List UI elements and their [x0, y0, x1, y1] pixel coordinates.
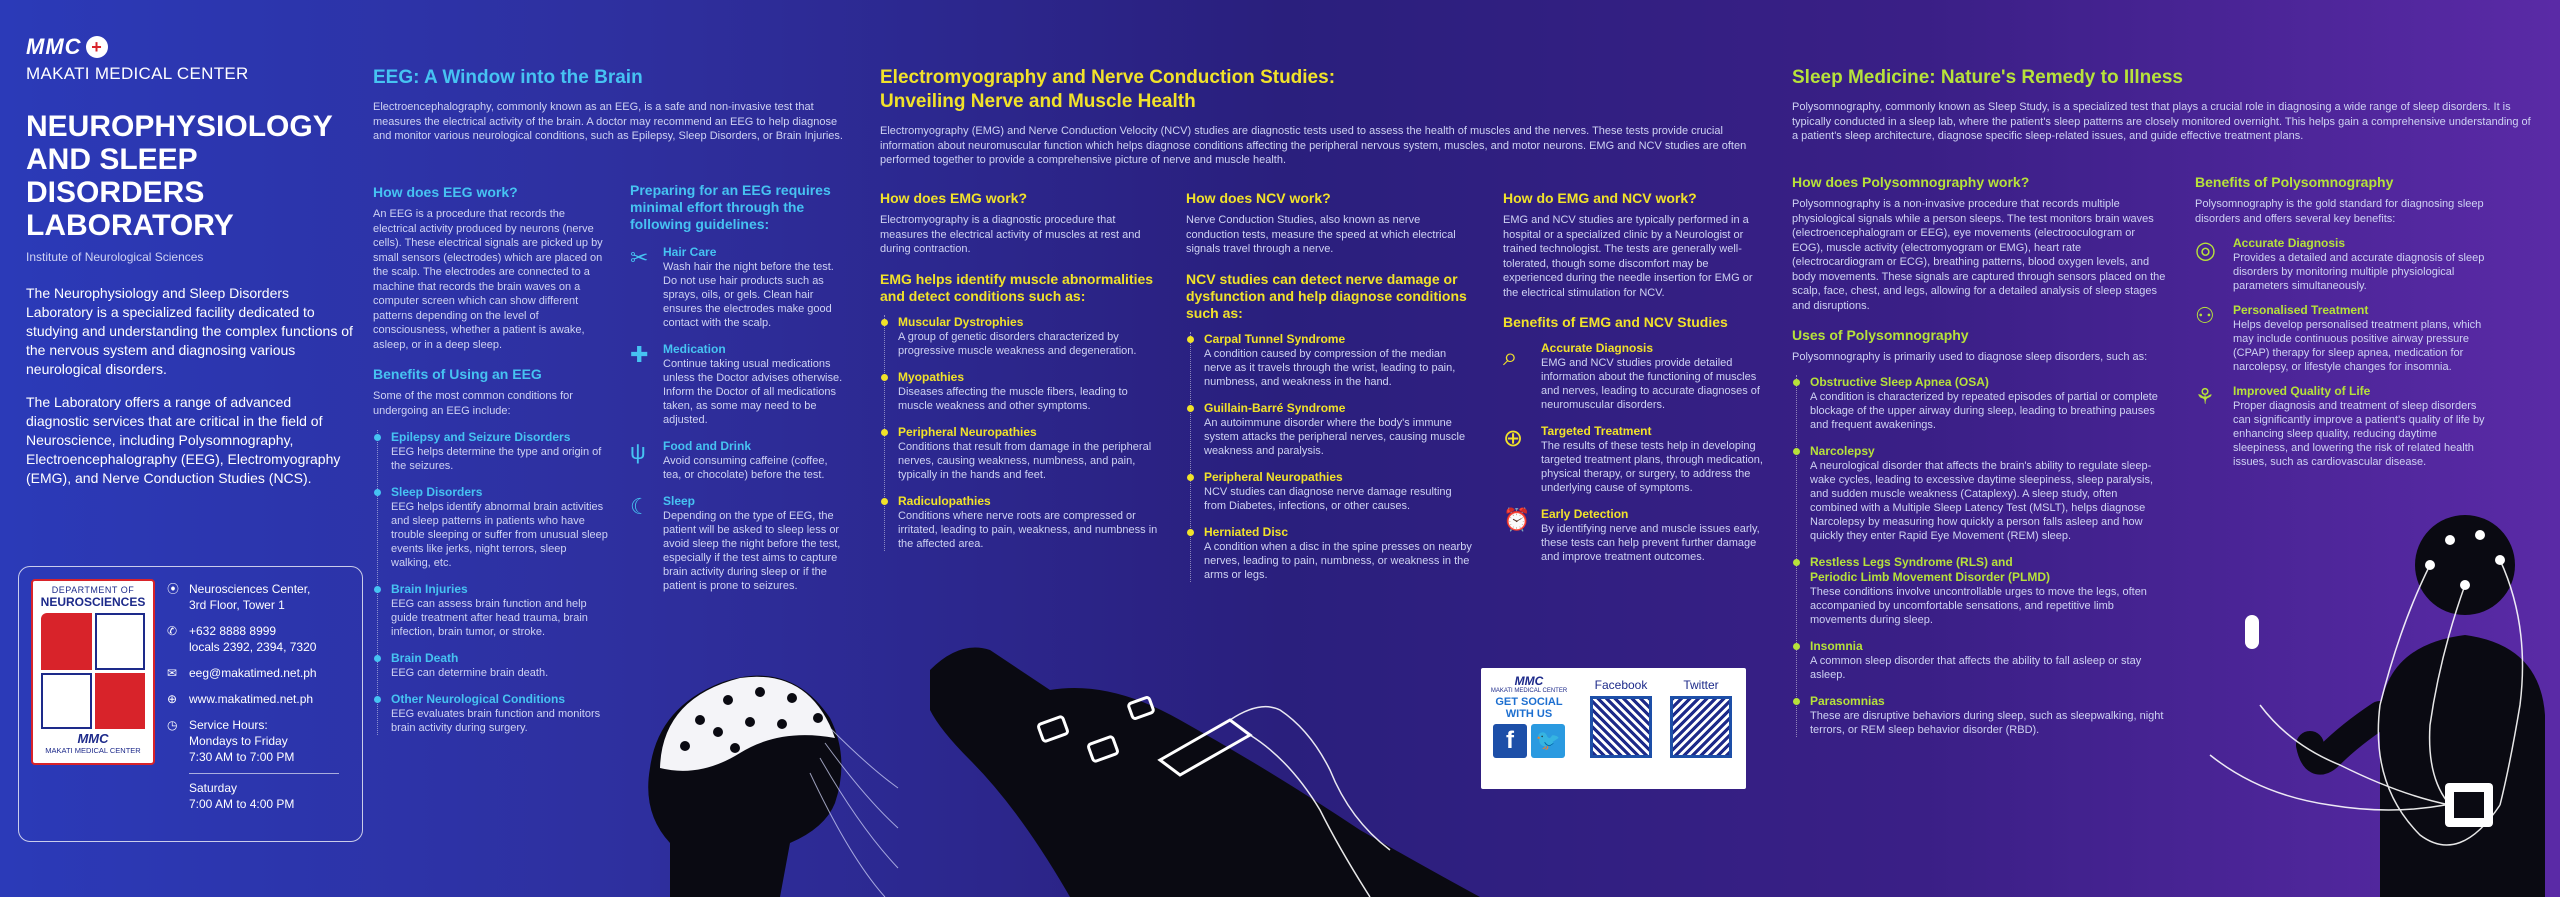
person-plus-icon: ⚇: [2195, 303, 2215, 328]
mmc-logo: [26, 34, 356, 60]
item-title: Food and Drink: [663, 439, 751, 453]
benefit-targeted: [1503, 424, 1768, 495]
sleep-how-block: [1792, 174, 2167, 749]
emg-intro: Electromyography (EMG) and Nerve Conduction Velocity (NCV) studies are diagnostic tests used to assess the health of muscles and the nerves. These tests provide crucial information about neuromuscular function which helps diagnose conditions affecting the peripheral nervous system, muscles, and motor neurons. EMG and NCV studies are often performed together to provide a comprehensive picture of nerve and muscle health.: [880, 125, 1747, 166]
eeg-title: EEG: A Window into the Brain: [373, 67, 643, 88]
list-item: [391, 582, 608, 639]
item-desc: An autoimmune disorder where the body's immune system attacks the peripheral nerves, causing muscle weakness and paralysis.: [1204, 416, 1466, 457]
alarm-icon: ⏰: [1503, 507, 1531, 532]
benefit-accurate: [1503, 341, 1768, 412]
facebook-label: Facebook: [1594, 678, 1648, 692]
twitter-icon[interactable]: 🐦: [1531, 724, 1565, 758]
eeg-benefits-list: [373, 430, 608, 735]
ncv-how-title: How does NCV work?: [1186, 190, 1331, 206]
list-item: [391, 651, 608, 680]
benefit-early: [1503, 507, 1768, 564]
department-badge: [31, 579, 155, 765]
list-item: [898, 425, 1165, 482]
item-title: Hair Care: [663, 245, 717, 259]
item-title: Early Detection: [1541, 507, 1629, 521]
item-desc: EMG and NCV studies provide detailed information about the functioning of muscles and nerves, leading to accurate diagnoses of neuromuscular disorders.: [1541, 357, 1760, 411]
item-title: Carpal Tunnel Syndrome: [1204, 331, 1346, 346]
contact-box: [18, 566, 363, 842]
ncv-conditions-list: [1186, 332, 1476, 582]
item-desc: Proper diagnosis and treatment of sleep disorders can significantly improve a patient's quality of life by enhancing sleep quality, reducing daytime sleepiness, and lowering the risk of related health issues, such as cardiovascular disease.: [2233, 400, 2485, 468]
sleep-title: Sleep Medicine: Nature's Remedy to Illness: [1792, 67, 2183, 88]
item-title: Sleep: [663, 494, 696, 508]
eeg-intro: Electroencephalography, commonly known as an EEG, is a safe and non-invasive test that measures the electrical activity of the brain. A doctor may recommend an EEG to help diagnose and monitor various neurological conditions, such as Epilepsy, Sleep Disorders, or Brain Injuries.: [373, 101, 843, 142]
email-icon: ✉: [167, 666, 178, 680]
eeg-how-title: How does EEG work?: [373, 184, 518, 200]
sleep-uses-intro: Polysomnography is primarily used to diagnose sleep disorders, such as:: [1792, 351, 2148, 363]
emg-helps-title: EMG helps identify muscle abnormalities and detect conditions such as:: [880, 270, 1154, 304]
twitter-qr-icon[interactable]: [1670, 696, 1732, 758]
emg-how-text: Electromyography is a diagnostic procedure that measures the electrical activity of muscles at rest and during contraction.: [880, 214, 1141, 255]
saturday-label: Saturday: [189, 781, 238, 795]
sleep-how-title: How does Polysomnography work?: [1792, 174, 2030, 190]
item-desc: A common sleep disorder that affects the ability to fall asleep or stay asleep.: [1810, 654, 2142, 681]
emg-arm-illustration: [930, 610, 1480, 897]
list-item: [898, 315, 1165, 358]
sleep-section: [1792, 66, 2537, 144]
title-line: AND SLEEP: [26, 143, 198, 176]
item-title: Medication: [663, 342, 726, 356]
emg-ncv-how-title: How do EMG and NCV work?: [1503, 190, 1697, 206]
list-item: [1810, 639, 2167, 682]
item-title: Muscular Dystrophies: [898, 314, 1024, 329]
eeg-how-text: An EEG is a procedure that records the electrical activity produced by neurons (nerve cells). These electrical signals are picked up by small sensors (electrodes) which are placed on the scalp. The electrodes are connected to a machine that records the brain waves on a computer screen which can show different patterns depending on the level of consciousness, whether a patient is awake, asleep, or in a deep sleep.: [373, 208, 603, 351]
item-title: Improved Quality of Life: [2233, 384, 2371, 398]
prep-item-food: [630, 439, 848, 482]
left-panel: [26, 34, 356, 488]
item-desc: The results of these tests help in developing targeted treatment plans, through medication, physical therapy, or surgery, to address the underlying cause of symptoms.: [1541, 440, 1763, 494]
globe-icon: ⊕: [167, 692, 178, 706]
item-title: Epilepsy and Seizure Disorders: [391, 430, 571, 444]
eeg-prep-block: [630, 182, 848, 593]
ncv-detect-title: NCV studies can detect nerve damage or dysfunction and help diagnose conditions such as:: [1186, 270, 1467, 321]
email-link[interactable]: eeg@makatimed.net.ph: [189, 666, 317, 680]
emg-how-block: [880, 190, 1165, 563]
item-desc: EEG can assess brain function and help guide treatment after head trauma, brain infection, brain tumor, or stroke.: [391, 598, 588, 638]
contact-list: [167, 581, 357, 812]
item-desc: Diseases affecting the muscle fibers, leading to muscle weakness and other symptoms.: [898, 385, 1128, 412]
badge-bottom-text: MAKATI MEDICAL CENTER: [45, 746, 141, 755]
social-hospital: MAKATI MEDICAL CENTER: [1490, 688, 1568, 694]
item-desc: Continue taking usual medications unless the Doctor advises otherwise. Inform the Doctor of all medications taken, as some may need to be adjusted.: [663, 358, 843, 426]
list-item: [1810, 444, 2167, 543]
prep-item-sleep: [630, 494, 848, 593]
item-desc: Conditions where nerve roots are compressed or irritated, leading to pain, weakness, and numbness in the affected area.: [898, 509, 1158, 550]
list-item: [898, 370, 1165, 413]
scissors-icon: ✂: [630, 245, 649, 270]
sleep-benefit-accurate: [2195, 236, 2490, 293]
list-item: [898, 494, 1165, 551]
location-line: Neurosciences Center,: [189, 582, 311, 596]
intro-paragraph-1: The Neurophysiology and Sleep Disorders Laboratory is a specialized facility dedicated to studying and understanding the complex functions of the nervous system and diagnosing various neurological disorders.: [26, 285, 353, 377]
prep-item-hair: [630, 245, 848, 330]
item-title: Other Neurological Conditions: [391, 692, 566, 706]
sleep-benefit-personalised: [2195, 303, 2490, 374]
hospital-name: MAKATI MEDICAL CENTER: [26, 64, 249, 83]
emg-how-title: How does EMG work?: [880, 190, 1028, 206]
sleep-benefits-title: Benefits of Polysomnography: [2195, 174, 2394, 190]
badge-name: NEUROSCIENCES: [40, 595, 146, 609]
item-title: Brain Injuries: [391, 582, 468, 596]
item-title: Obstructive Sleep Apnea (OSA): [1810, 374, 1989, 389]
social-with: WITH US: [1505, 708, 1553, 720]
list-item: [1204, 332, 1476, 389]
phone-icon: ✆: [167, 624, 178, 638]
sleep-benefit-quality: [2195, 384, 2490, 469]
social-box: [1481, 668, 1746, 789]
ncv-block: [1186, 190, 1476, 594]
ncv-how-text: Nerve Conduction Studies, also known as nerve conduction tests, measure the speed at which electrical signals travel through a nerve.: [1186, 214, 1456, 255]
moon-icon: ☾: [630, 494, 650, 519]
item-title: Peripheral Neuropathies: [1204, 469, 1343, 484]
emg-title-line: Electromyography and Nerve Conduction Studies:: [880, 67, 1336, 88]
item-title: Herniated Disc: [1204, 524, 1289, 539]
eeg-benefits-title: Benefits of Using an EEG: [373, 366, 542, 382]
item-desc: A condition is characterized by repeated episodes of partial or complete blockage of the upper airway during sleep, leading to breathing pauses and frequent awakenings.: [1810, 390, 2158, 431]
hours-time: 7:30 AM to 7:00 PM: [189, 750, 295, 764]
item-desc: A condition when a disc in the spine presses on nearby nerves, leading to pain, numbness, or weakness in the arms or legs.: [1204, 540, 1472, 581]
emg-conditions-list: [880, 315, 1165, 551]
item-desc: A neurological disorder that affects the brain's ability to regulate sleep-wake cycles, leading to excessive daytime sleepiness, sleep paralysis, and sudden muscle weakness (Cataplexy). A sleep study, often combined with a Multiple Sleep Latency Test (MSLT), helps diagnose Narcolepsy by measuring how quickly a person falls asleep and how quickly they enter Rapid Eye Movement (REM) sleep.: [1810, 459, 2153, 542]
badge-top-text: DEPARTMENT OF: [51, 585, 135, 595]
item-title: Accurate Diagnosis: [2233, 236, 2346, 250]
item-title: Guillain-Barré Syndrome: [1204, 400, 1346, 415]
phone-number[interactable]: +632 8888 8999: [189, 624, 277, 638]
page-title: [26, 110, 356, 242]
utensils-icon: ψ: [630, 439, 646, 464]
eeg-how-block: [373, 184, 608, 747]
item-title: Parasomnias: [1810, 693, 1885, 708]
brain-logo-icon: [41, 613, 145, 729]
hours-days: Mondays to Friday: [189, 734, 288, 748]
item-desc: Conditions that result from damage in the peripheral nerves, causing weakness, numbness, and pain, typically in the hands and feet.: [898, 440, 1152, 481]
item-desc: These are disruptive behaviors during sleep, such as sleepwalking, night terrors, or REM sleep behavior disorder (RBD).: [1810, 709, 2164, 736]
item-desc: EEG evaluates brain function and monitors brain activity during surgery.: [391, 708, 601, 734]
facebook-qr-icon[interactable]: [1590, 696, 1652, 758]
list-item: [1204, 525, 1476, 582]
item-desc: By identifying nerve and muscle issues early, these tests can help prevent further damage and improve treatment outcomes.: [1541, 523, 1760, 563]
sleep-intro: Polysomnography, commonly known as Sleep Study, is a specialized test that plays a crucial role in diagnosing a wide range of sleep disorders. It is typically conducted in a sleep lab, where the patient's sleep patterns are closely monitored overnight. This helps gain a comprehensive understanding of a patient's sleep architecture, diagnose specific sleep-related issues, and guide effective treatment plans.: [1792, 101, 2531, 142]
phone-locals: locals 2392, 2394, 7320: [189, 640, 317, 654]
item-desc: These conditions involve uncontrollable urges to move the legs, often accompanied by uncomfortable sensations, and repetitive limb movements during sleep.: [1810, 585, 2147, 626]
list-item: [1204, 401, 1476, 458]
item-desc: EEG helps determine the type and origin of the seizures.: [391, 446, 602, 472]
location-line: 3rd Floor, Tower 1: [189, 598, 285, 612]
emg-title-line: Unveiling Nerve and Muscle Health: [880, 91, 1196, 112]
title-line: LABORATORY: [26, 209, 234, 242]
target-icon: ◎: [2195, 237, 2216, 264]
website-link[interactable]: www.makatimed.net.ph: [189, 692, 314, 706]
sleep-figure-illustration: [2200, 505, 2560, 897]
institute-name: Institute of Neurological Sciences: [26, 250, 204, 264]
list-item: [1204, 470, 1476, 513]
item-title: Radiculopathies: [898, 493, 991, 508]
item-desc: EEG helps identify abnormal brain activities and sleep patterns in patients who have trouble sleeping or suffer from unusual sleep events like jerks, night terrors, sleep walking, etc.: [391, 501, 608, 569]
item-title: Myopathies: [898, 369, 965, 384]
sleep-benefits-intro: Polysomnography is the gold standard for diagnosing sleep disorders and offers several key benefits:: [2195, 198, 2484, 225]
item-title: Peripheral Neuropathies: [898, 424, 1037, 439]
sleep-benefits-block: [2195, 174, 2490, 469]
list-item: [391, 485, 608, 570]
social-logo: MMC: [1514, 674, 1544, 688]
item-desc: Depending on the type of EEG, the patient will be asked to sleep less or avoid sleep the night before the test, especially if the test aims to capture brain activity during sleep or if the patient is prone to seizures.: [663, 510, 841, 592]
twitter-label: Twitter: [1683, 678, 1719, 692]
item-desc: Helps develop personalised treatment plans, which may include continuous positive airway pressure (CPAP) therapy for sleep apnea, medication for narcolepsy, or lifestyle changes for insomnia.: [2233, 319, 2482, 373]
item-desc: A group of genetic disorders characterized by progressive muscle weakness and degeneration.: [898, 330, 1137, 357]
item-title: Targeted Treatment: [1541, 424, 1652, 438]
list-item: [1810, 555, 2167, 627]
item-title: Brain Death: [391, 651, 459, 665]
list-item: [1810, 375, 2167, 432]
badge-logo: MMC: [77, 731, 109, 746]
mmc-logo-text: MMC: [26, 34, 82, 59]
emg-section: [880, 66, 1780, 168]
eeg-head-illustration: [630, 628, 900, 897]
sleep-how-text: Polysomnography is a non-invasive procedure that records multiple physiological signals while a person sleeps. The test monitors brain waves (electroencephalogram or EEG), eye movements (electrooculogram or EOG), muscle activity (electromyogram or EMG), heart rate (electrocardiogram or ECG), breathing patterns, blood oxygen levels, and body movements. These signals are captured through sensors placed on the scalp, face, chest, and legs, allowing for a detailed analysis of sleep stages and disruptions.: [1792, 198, 2166, 312]
item-title: Restless Legs Syndrome (RLS) and Periodic Limb Movement Disorder (PLMD): [1810, 554, 2051, 584]
clock-icon: ◷: [167, 718, 178, 732]
emg-ncv-how-text: EMG and NCV studies are typically performed in a hospital or a specialized clinic by a Neurologist or trained technologist. The tests are generally well-tolerated, though some discomfort may be experienced during the needle insertion for EMG or the electrical stimulation for NCV.: [1503, 214, 1753, 299]
item-desc: A condition caused by compression of the median nerve as it travels through the wrist, leading to pain, numbness, and weakness in the hand.: [1204, 347, 1456, 388]
hours-label: Service Hours:: [189, 718, 268, 732]
list-item: [391, 430, 608, 473]
list-item: [1810, 694, 2167, 737]
item-desc: Provides a detailed and accurate diagnosis of sleep disorders by monitoring multiple physiological parameters simultaneously.: [2233, 252, 2485, 292]
item-desc: EEG can determine brain death.: [391, 667, 549, 679]
red-cross-icon: +: [86, 36, 108, 58]
target-icon: ⊕: [1503, 425, 1524, 452]
item-title: Narcolepsy: [1810, 443, 1875, 458]
intro-paragraph-2: The Laboratory offers a range of advanced diagnostic services that are critical in the field of Neuroscience, including Polysomnography, Electroencephalography (EEG), Electromyography (EMG), and Nerve Conduction Studies (NCS).: [26, 394, 341, 486]
social-get: GET SOCIAL: [1495, 696, 1563, 708]
person-growth-icon: ⚘: [2195, 384, 2215, 409]
item-title: Personalised Treatment: [2233, 303, 2369, 317]
item-title: Sleep Disorders: [391, 485, 483, 499]
facebook-icon[interactable]: f: [1493, 724, 1527, 758]
item-desc: Avoid consuming caffeine (coffee, tea, or chocolate) before the test.: [663, 455, 828, 481]
eeg-benefits-intro: Some of the most common conditions for undergoing an EEG include:: [373, 390, 573, 417]
prep-item-medication: [630, 342, 848, 427]
emg-title: [880, 66, 1780, 114]
emg-ncv-benefits-block: [1503, 190, 1768, 564]
sleep-uses-title: Uses of Polysomnography: [1792, 327, 1969, 343]
pill-icon: ✚: [630, 342, 649, 367]
eeg-section: [373, 66, 848, 144]
sleep-uses-list: [1792, 375, 2167, 737]
saturday-time: 7:00 AM to 4:00 PM: [189, 797, 295, 811]
item-desc: Wash hair the night before the test. Do not use hair products such as sprays, oils, or gels. Clean hair ensures the electrodes make good contact with the scalp.: [663, 261, 834, 329]
item-title: Accurate Diagnosis: [1541, 341, 1654, 355]
location-pin-icon: ⦿: [167, 582, 180, 596]
hours-divider: [189, 773, 339, 774]
title-line: DISORDERS: [26, 176, 205, 209]
list-item: [391, 692, 608, 735]
eeg-prep-title: Preparing for an EEG requires minimal effort through the following guidelines:: [630, 182, 831, 232]
title-line: NEUROPHYSIOLOGY: [26, 110, 333, 143]
magnifier-icon: ⌕: [1503, 341, 1518, 371]
emg-ncv-benefits-title: Benefits of EMG and NCV Studies: [1503, 314, 1728, 330]
item-desc: NCV studies can diagnose nerve damage resulting from Diabetes, infections, or other causes.: [1204, 485, 1452, 512]
item-title: Insomnia: [1810, 638, 1863, 653]
